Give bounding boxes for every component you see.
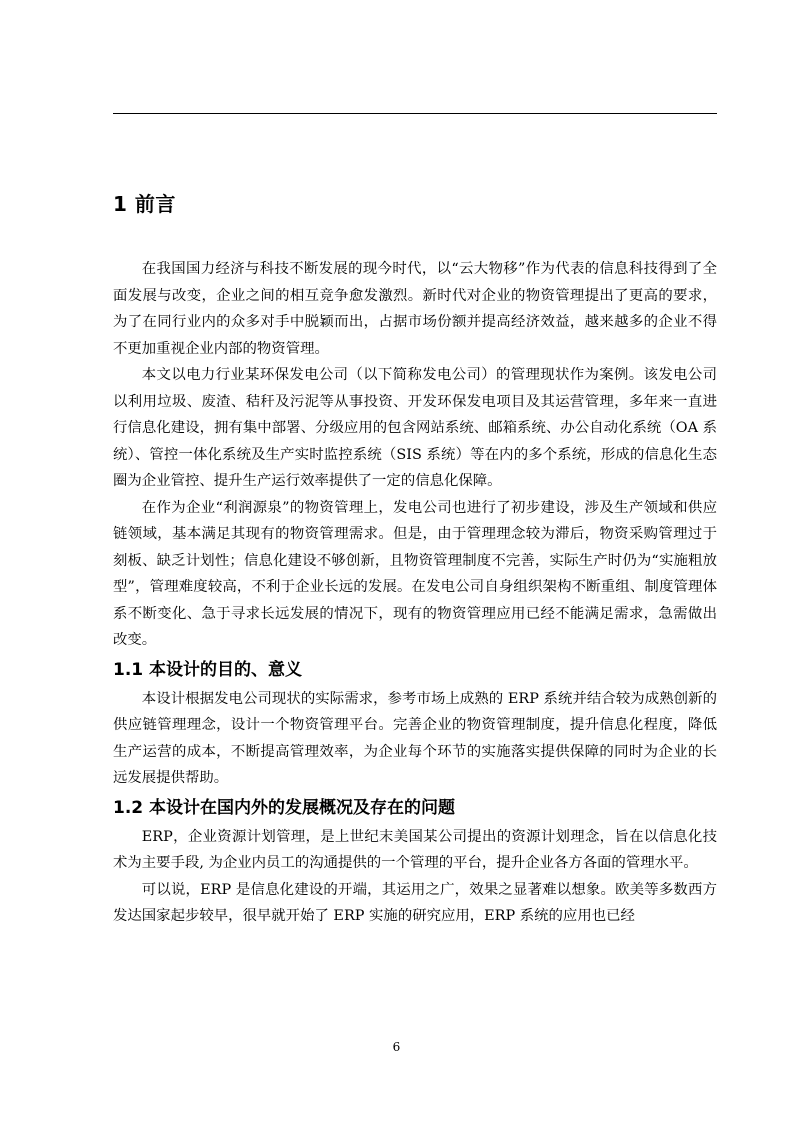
chapter-heading: 1 前言 bbox=[113, 192, 176, 216]
body-paragraph: ERP，企业资源计划管理，是上世纪末美国某公司提出的资源计划理念，旨在以信息化技术为主要手段, 为企业内员工的沟通提供的一个管理的平台，提升企业各方各面的管理水平。 bbox=[113, 828, 717, 871]
body-paragraph: 本设计根据发电公司现状的实际需求，参考市场上成熟的 ERP 系统并结合较为成熟创新的供应链管理理念，设计一个物资管理平台。完善企业的物资管理制度，提升信息化程度，降低生产运营的成本，不断提高管理效率，为企业每个环节的实施落实提供保障的同时为企业的长远发展提供帮助。 bbox=[113, 690, 717, 786]
page-number: 6 bbox=[392, 1040, 401, 1054]
section-heading-1-2: 1.2 本设计在国内外的发展概况及存在的问题 bbox=[113, 797, 456, 818]
section-heading-1-1: 1.1 本设计的目的、意义 bbox=[113, 659, 303, 680]
body-paragraph: 本文以电力行业某环保发电公司（以下简称发电公司）的管理现状作为案例。该发电公司以利用垃圾、废渣、秸秆及污泥等从事投资、开发环保发电项目及其运营管理，多年来一直进行信息化建设，拥有集中部署、分级应用的包含网站系统、邮箱系统、办公自动化系统（OA 系统）、管控一体化系统及生产实时监控系统（SIS 系统）等在内的多个系统，形成的信息化生态圈为企业管控、提升生产运行效率提供了一定的信息化保障。 bbox=[113, 367, 717, 489]
body-paragraph: 可以说，ERP 是信息化建设的开端，其运用之广，效果之显著难以想象。欧美等多数西方发达国家起步较早，很早就开始了 ERP 实施的研究应用，ERP 系统的应用也已经 bbox=[113, 881, 717, 924]
page-body bbox=[113, 186, 717, 930]
body-paragraph: 在作为企业“利润源泉”的物资管理上，发电公司也进行了初步建设，涉及生产领域和供应链领域，基本满足其现有的物资管理需求。但是，由于管理理念较为滞后，物资采购管理过于刻板、缺乏计划性；信息化建设不够创新，且物资管理制度不完善，实际生产时仍为“实施粗放型”，管理难度较高，不利于企业长远的发展。在发电公司自身组织架构不断重组、制度管理体系不断变化、急于寻求长远发展的情况下，现有的物资管理应用已经不能满足需求，急需做出改变。 bbox=[113, 499, 717, 648]
body-paragraph: 在我国国力经济与科技不断发展的现今时代，以“云大物移”作为代表的信息科技得到了全面发展与改变，企业之间的相互竞争愈发激烈。新时代对企业的物资管理提出了更高的要求，为了在同行业内的众多对手中脱颖而出，占据市场份额并提高经济效益，越来越多的企业不得不更加重视企业内部的物资管理。 bbox=[113, 261, 717, 357]
header-rule bbox=[113, 113, 717, 114]
